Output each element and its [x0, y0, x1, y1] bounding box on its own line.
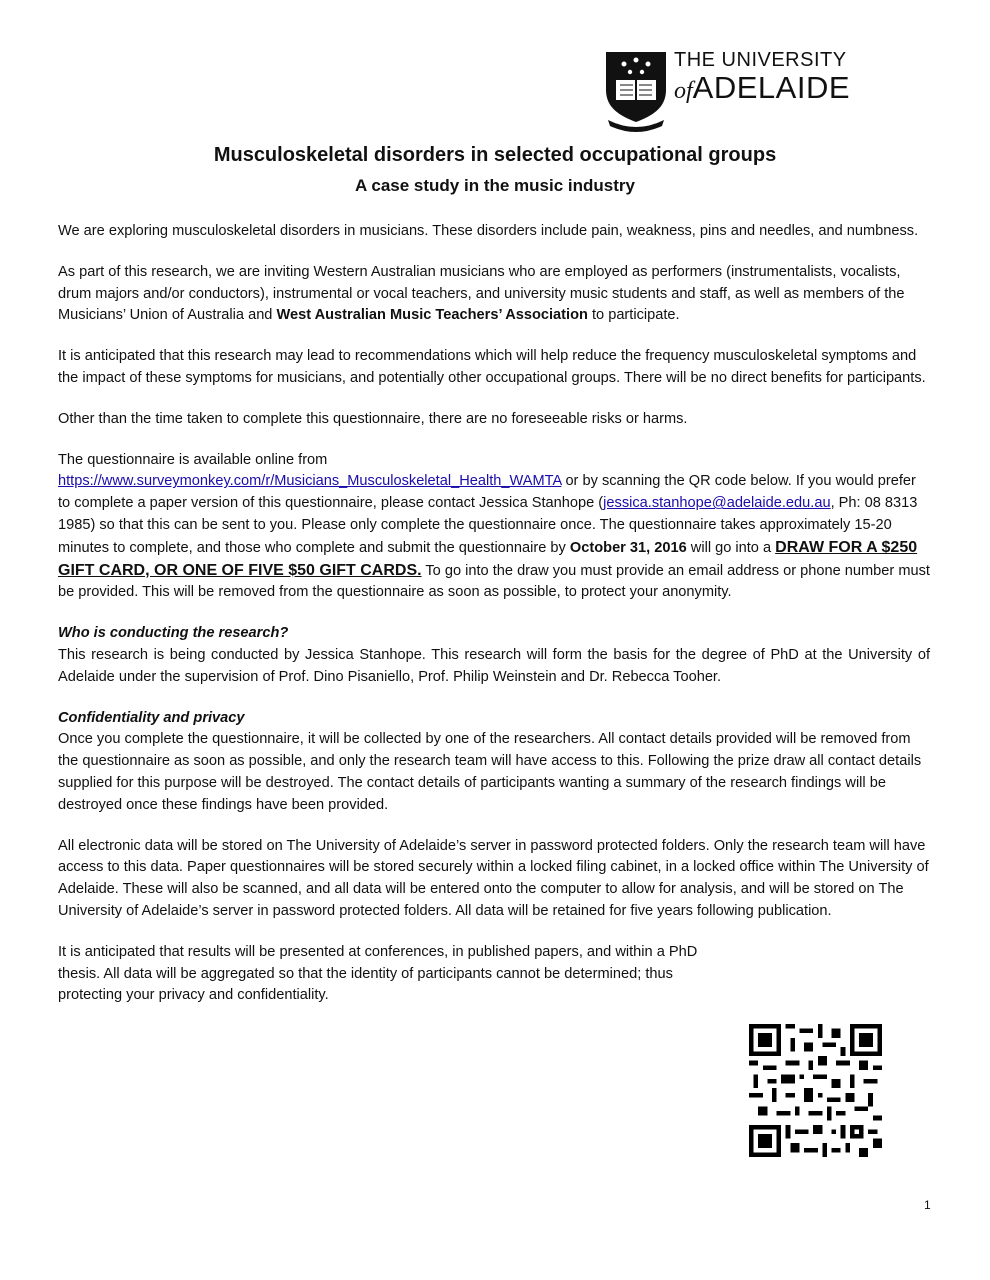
- who-text: This research is being conducted by Jessica Stanhope. This research will form the basis for the degree of PhD at the University of Adelaide under the supervision of Prof. Dino Pisaniello, Prof. Philip Weinstein and Dr. Rebecca Tooher.: [58, 646, 930, 685]
- questionnaire-intro: The questionnaire is available online from: [58, 451, 328, 468]
- questionnaire-paragraph: [58, 450, 930, 605]
- logo-wordmark: [674, 50, 850, 103]
- who-section: [58, 623, 930, 688]
- questionnaire-after-url: or by scanning the QR code below. If you would prefer to complete a paper version of this questionnaire, please contact Jessica Stanhope (: [58, 473, 916, 512]
- questionnaire-after-email: , Ph: 08 8313 1985) so that this can be sent to you. Please only complete the questionnaire once. The questionnaire takes approximately 15-20 minutes to complete, and those who complete and submit the questionnaire by: [58, 495, 918, 556]
- qr-code-icon[interactable]: [749, 1024, 882, 1157]
- results-paragraph: It is anticipated that results will be presented at conferences, in published papers, and within a PhD thesis. All data will be aggregated so that the identity of participants cannot be determined; thus protecting your privacy and confidentiality.: [58, 943, 698, 1004]
- participants-end: to participate.: [587, 307, 680, 324]
- questionnaire-after-date: will go into a: [686, 539, 776, 556]
- university-crest-icon: [604, 50, 668, 132]
- participants-text: As part of this research, we are inviting Western Australian musicians who are employed as performers (instrumentalists, vocalists, drum majors and/or conductors), instrumental or vocal teachers, and university music students and staff, as well as members of the Musicians’ Union of Australia and: [58, 263, 905, 324]
- deadline-date: October 31, 2016: [569, 539, 687, 556]
- data-storage-paragraph: All electronic data will be stored on The University of Adelaide’s server in password protected folders. Only the research team will have access to this data. Paper questionnaires will be stored securely within a locked filing cabinet, in a locked office within The University of Adelaide. These will also be scanned, and all data will be entered onto the computer to allow for analysis, and will be stored on The University of Adelaide’s server in password protected folders. All data will be retained for five years following publication.: [58, 837, 929, 919]
- email-link[interactable]: jessica.stanhope@adelaide.edu.au: [603, 495, 831, 512]
- logo-adelaide: ADELAIDE: [692, 70, 851, 105]
- logo-line-adelaide: [674, 72, 850, 103]
- document-body: [58, 221, 930, 1026]
- risks-paragraph: Other than the time taken to complete this questionnaire, there are no foreseeable risks or harms.: [58, 410, 688, 427]
- document-subtitle: A case study in the music industry: [355, 176, 635, 195]
- participants-paragraph: [58, 262, 930, 327]
- survey-link[interactable]: https://www.surveymonkey.com/r/Musicians_Musculoskeletal_Health_WAMTA: [58, 473, 562, 490]
- participants-bold: West Australian Music Teachers’ Association: [276, 307, 588, 324]
- benefits-paragraph: It is anticipated that this research may lead to recommendations which will help reduce the frequency musculoskeletal symptoms and the impact of these symptoms for musicians, and potentially other occupational groups. There will be no direct benefits for participants.: [58, 348, 926, 386]
- questionnaire-end: To go into the draw you must provide an email address or phone number must be provided. This will be removed from the questionnaire as soon as possible, to protect your anonymity.: [58, 562, 930, 601]
- logo-line-university: THE UNIVERSITY: [674, 49, 847, 71]
- intro-paragraph: We are exploring musculoskeletal disorders in musicians. These disorders include pain, weakness, pins and needles, and numbness.: [58, 223, 919, 239]
- confidentiality-heading: Confidentiality and privacy: [58, 709, 245, 726]
- prize-draw-text: DRAW FOR A $250 GIFT CARD, OR ONE OF FIVE $50 GIFT CARDS.: [58, 538, 918, 579]
- logo-of: of: [674, 78, 693, 104]
- confidentiality-section: [58, 708, 930, 817]
- page-number: 1: [924, 1198, 931, 1212]
- university-logo: [604, 50, 864, 134]
- who-heading: Who is conducting the research?: [58, 625, 289, 642]
- document-title: Musculoskeletal disorders in selected occupational groups: [213, 144, 777, 166]
- confidentiality-text: Once you complete the questionnaire, it will be collected by one of the researchers. All contact details provided will be removed from the questionnaire as soon as possible, and only the research team will have access to this. Following the prize draw all contact details supplied for this purpose will be destroyed. The contact details of participants wanting a summary of the research findings will be destroyed once these findings have been provided.: [58, 731, 922, 813]
